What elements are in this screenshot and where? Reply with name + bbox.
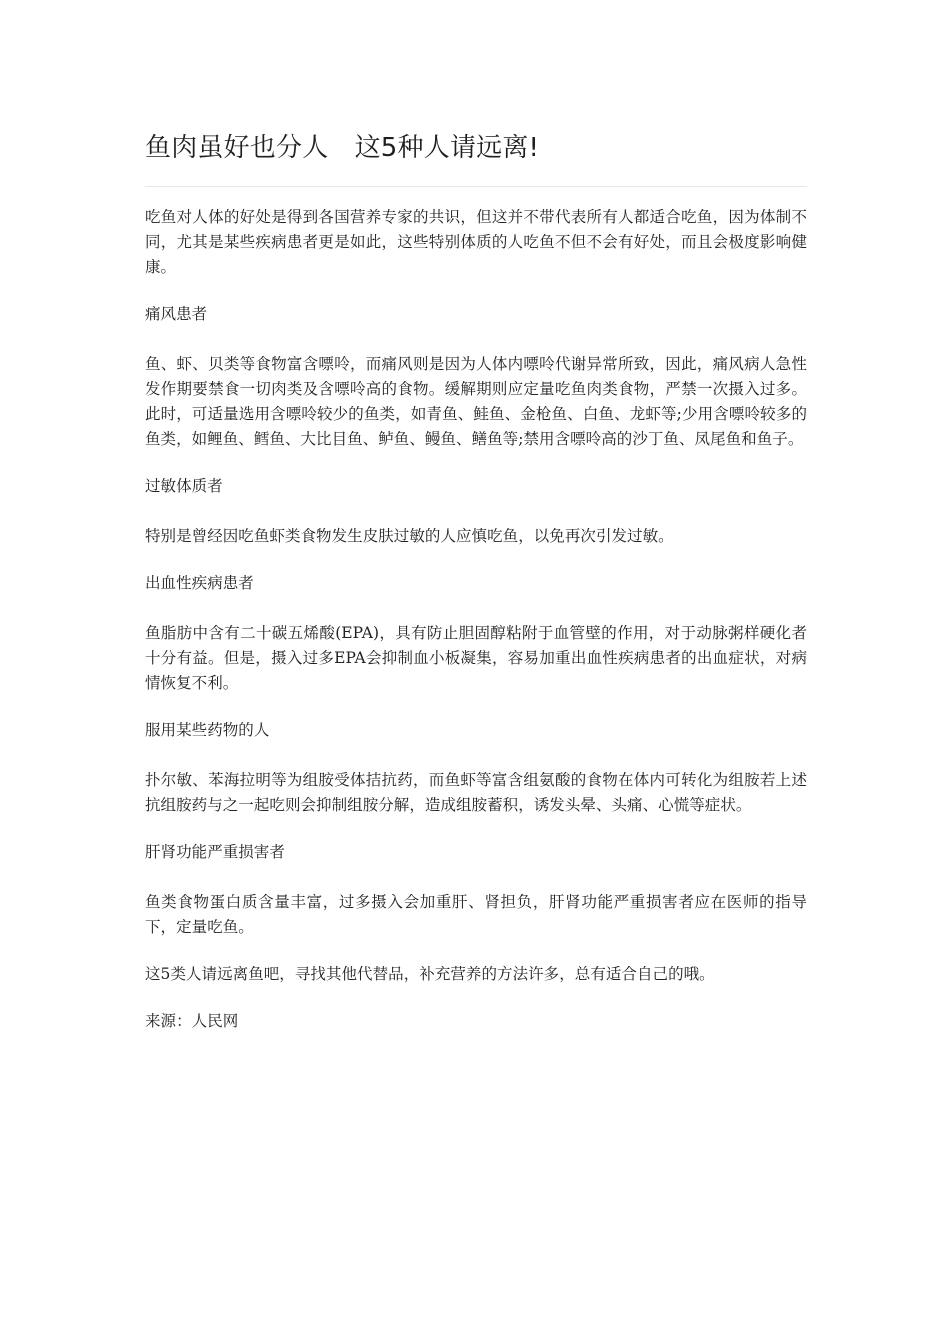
title-divider [145, 186, 807, 187]
closing-paragraph: 这5类人请远离鱼吧，寻找其他代替品，补充营养的方法许多，总有适合自己的哦。 [145, 965, 715, 983]
section-body-gout: 鱼、虾、贝类等食物富含嘌呤，而痛风则是因为人体内嘌呤代谢异常所致，因此，痛风病人急性发作期要禁食一切肉类及含嘌呤高的食物。缓解期则应定量吃鱼肉类食物，严禁一次摄入过多。此时，可适量选用含嘌呤较少的鱼类，如青鱼、鲑鱼、金枪鱼、白鱼、龙虾等;少用含嘌呤较多的鱼类，如鲤鱼、鳕鱼、大比目鱼、鲈鱼、鳗鱼、鳝鱼等;禁用含嘌呤高的沙丁鱼、凤尾鱼和鱼子。 [145, 355, 807, 448]
section-body-medication: 扑尔敏、苯海拉明等为组胺受体拮抗药，而鱼虾等富含组氨酸的食物在体内可转化为组胺若上述抗组胺药与之一起吃则会抑制组胺分解，造成组胺蓄积，诱发头晕、头痛、心慌等症状。 [145, 771, 807, 814]
section-heading-medication: 服用某些药物的人 [145, 721, 270, 739]
intro-paragraph: 吃鱼对人体的好处是得到各国营养专家的共识，但这并不带代表所有人都适合吃鱼，因为体制不同，尤其是某些疾病患者更是如此，这些特别体质的人吃鱼不但不会有好处，而且会极度影响健康。 [145, 208, 807, 276]
section-heading-liver-kidney: 肝肾功能严重损害者 [145, 843, 285, 861]
article [145, 128, 807, 1056]
article-title: 鱼肉虽好也分人 这5种人请远离! [145, 133, 540, 163]
section-heading-allergy: 过敏体质者 [145, 477, 223, 495]
section-body-bleeding: 鱼脂肪中含有二十碳五烯酸(EPA)，具有防止胆固醇粘附于血管壁的作用，对于动脉粥样硬化者十分有益。但是，摄入过多EPA会抑制血小板凝集，容易加重出血性疾病患者的出血症状，对病情恢复不利。 [145, 624, 807, 692]
article-body [145, 205, 807, 1034]
section-body-liver-kidney: 鱼类食物蛋白质含量丰富，过多摄入会加重肝、肾担负，肝肾功能严重损害者应在医师的指导下，定量吃鱼。 [145, 893, 807, 936]
section-heading-bleeding: 出血性疾病患者 [145, 574, 254, 592]
section-body-allergy: 特别是曾经因吃鱼虾类食物发生皮肤过敏的人应慎吃鱼，以免再次引发过敏。 [145, 527, 674, 545]
section-heading-gout: 痛风患者 [145, 305, 208, 323]
source-line: 来源：人民网 [145, 1012, 239, 1030]
